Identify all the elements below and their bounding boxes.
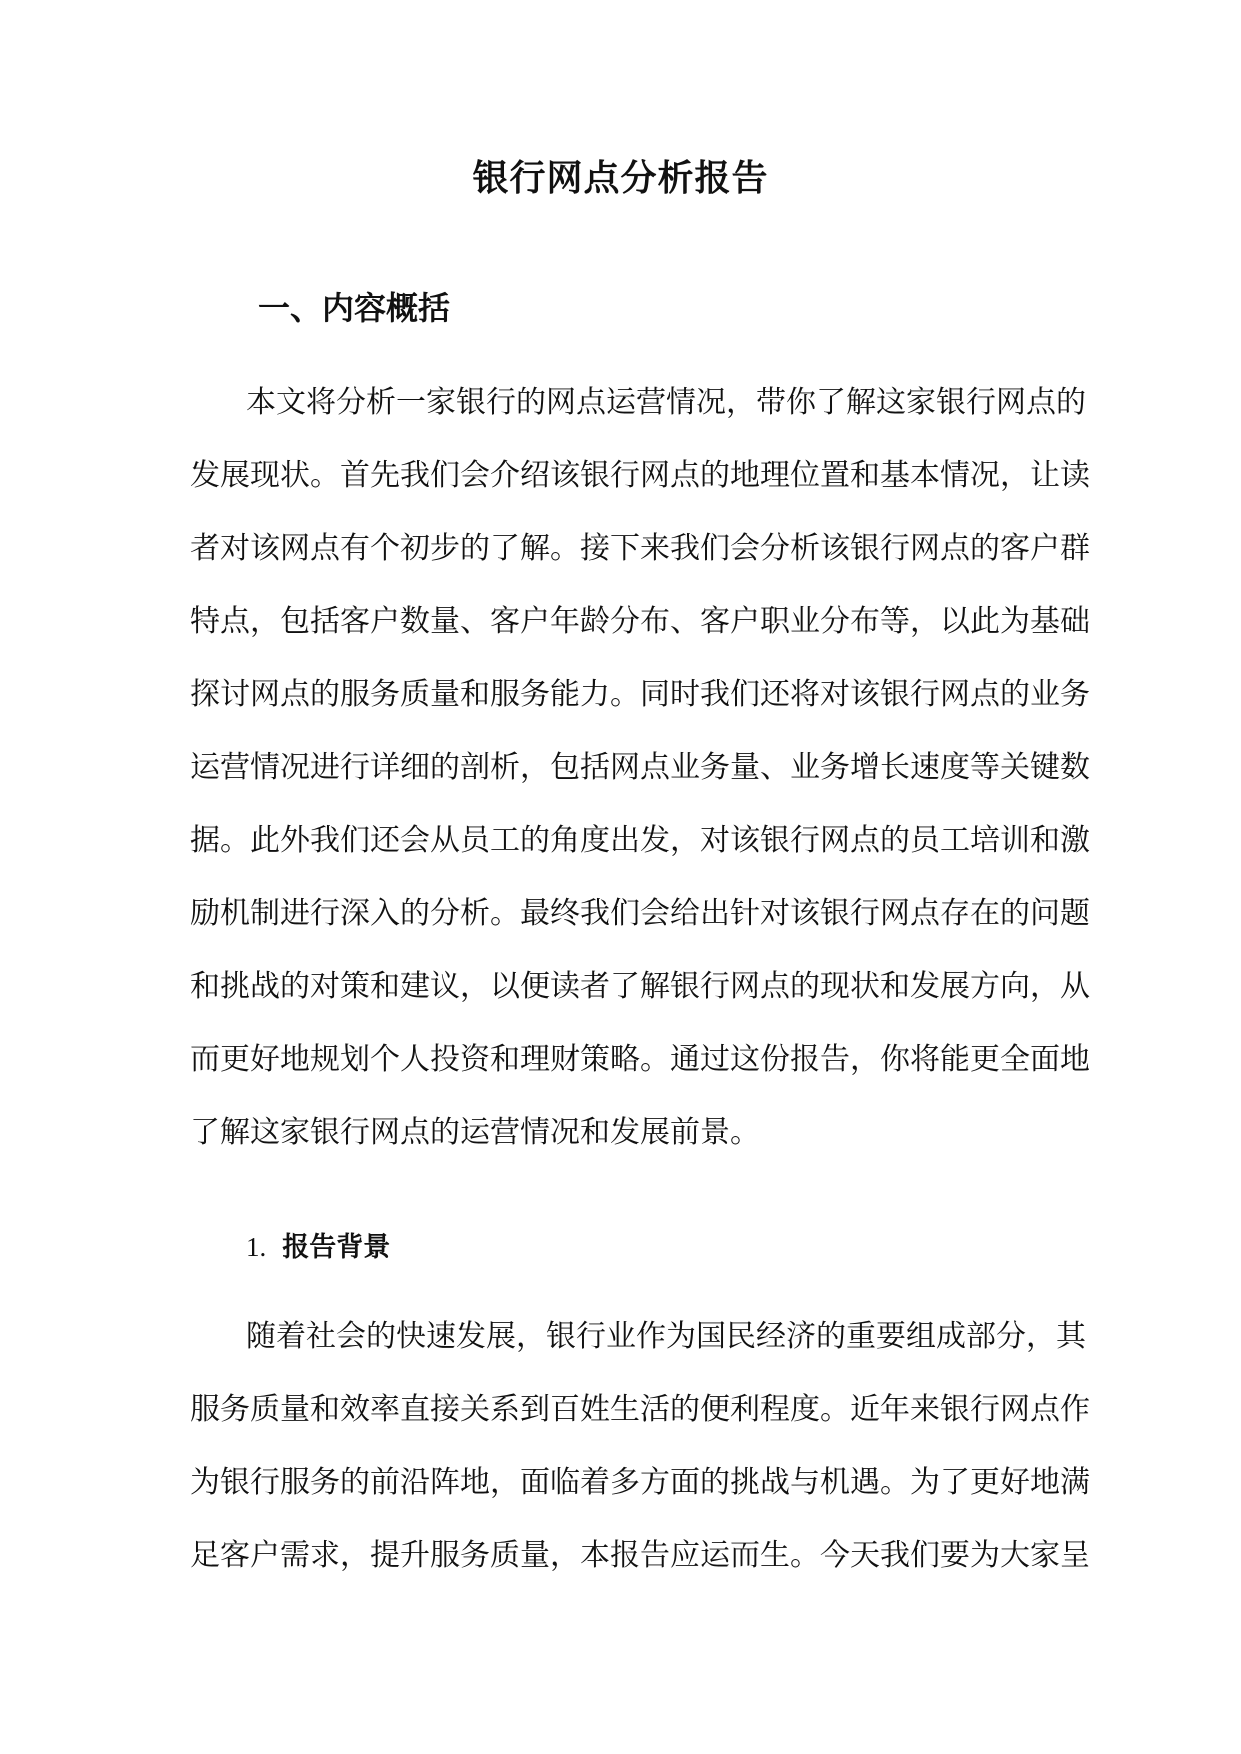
paragraph-line: 服务质量和效率直接关系到百姓生活的便利程度。近年来银行网点作 bbox=[190, 1392, 1090, 1427]
paragraph-line: 和挑战的对策和建议，以便读者了解银行网点的现状和发展方向，从 bbox=[190, 969, 1090, 1004]
paragraph-line: 探讨网点的服务质量和服务能力。同时我们还将对该银行网点的业务 bbox=[190, 677, 1090, 712]
paragraph-line: 者对该网点有个初步的了解。接下来我们会分析该银行网点的客户群 bbox=[190, 531, 1090, 566]
background-paragraph bbox=[190, 1300, 1090, 1592]
paragraph-line: 随着社会的快速发展，银行业作为国民经济的重要组成部分，其 bbox=[246, 1319, 1086, 1354]
paragraph-line: 而更好地规划个人投资和理财策略。通过这份报告，你将能更全面地 bbox=[190, 1042, 1090, 1077]
paragraph-line: 为银行服务的前沿阵地，面临着多方面的挑战与机遇。为了更好地满 bbox=[190, 1465, 1090, 1500]
summary-paragraph bbox=[190, 366, 1090, 1169]
paragraph-line: 特点，包括客户数量、客户年龄分布、客户职业分布等，以此为基础 bbox=[190, 604, 1090, 639]
document-title: 银行网点分析报告 bbox=[472, 158, 769, 199]
paragraph-line: 了解这家银行网点的运营情况和发展前景。 bbox=[190, 1115, 760, 1150]
subsection-title: 报告背景 bbox=[282, 1232, 391, 1263]
subsection-heading-background bbox=[246, 1225, 390, 1264]
subsection-number: 1. bbox=[246, 1232, 267, 1262]
paragraph-line: 足客户需求，提升服务质量，本报告应运而生。今天我们要为大家呈 bbox=[190, 1538, 1090, 1573]
section-heading-summary: 一、内容概括 bbox=[258, 289, 451, 327]
paragraph-line: 发展现状。首先我们会介绍该银行网点的地理位置和基本情况，让读 bbox=[190, 458, 1090, 493]
paragraph-line: 运营情况进行详细的剖析，包括网点业务量、业务增长速度等关键数 bbox=[190, 750, 1090, 785]
paragraph-line: 本文将分析一家银行的网点运营情况，带你了解这家银行网点的 bbox=[246, 385, 1086, 420]
paragraph-line: 励机制进行深入的分析。最终我们会给出针对该银行网点存在的问题 bbox=[190, 896, 1090, 931]
paragraph-line: 据。此外我们还会从员工的角度出发，对该银行网点的员工培训和激 bbox=[190, 823, 1090, 858]
